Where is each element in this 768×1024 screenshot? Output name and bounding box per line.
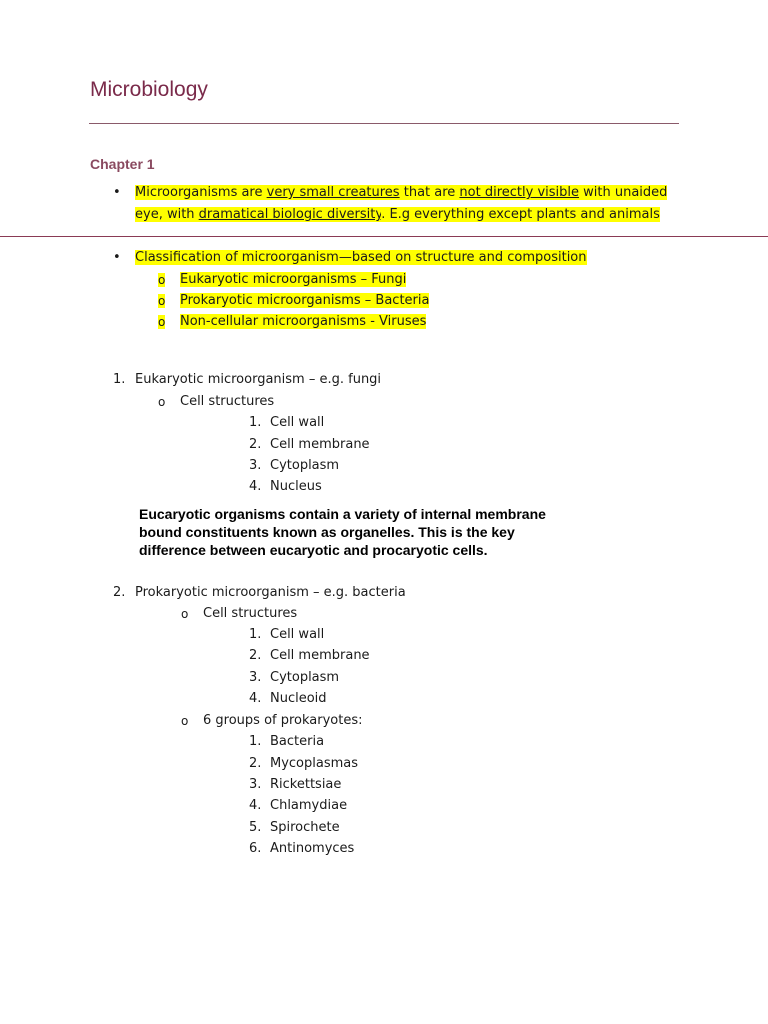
- sub-bullet-marker: o: [181, 714, 189, 728]
- text-run: eye, with: [135, 207, 199, 222]
- list-item: Chlamydiae: [270, 798, 348, 813]
- text-run: . E.g everything except plants and animals: [381, 207, 660, 222]
- classification-item: [180, 292, 429, 310]
- underlined-term: not directly visible: [459, 185, 579, 200]
- text-run: o: [158, 315, 166, 329]
- list-item: Nucleus: [270, 479, 322, 494]
- section-number: 1.: [113, 372, 126, 387]
- sub-bullet-marker: o: [158, 395, 166, 409]
- list-number: 1.: [249, 627, 262, 642]
- list-number: 2.: [249, 437, 262, 452]
- list-item: Rickettsiae: [270, 777, 342, 792]
- list-item: Cell wall: [270, 415, 325, 430]
- list-number: 4.: [249, 479, 262, 494]
- list-item: Cytoplasm: [270, 670, 340, 685]
- callout-line: bound constituents known as organelles. This is the key: [139, 524, 515, 540]
- text-run: Eukaryotic microorganisms – Fungi: [180, 272, 407, 287]
- text-run: Non-cellular microorganisms - Viruses: [180, 314, 427, 329]
- list-item: Spirochete: [270, 820, 340, 835]
- text-run: with unaided: [579, 185, 668, 200]
- sub-bullet-marker: [158, 292, 165, 310]
- sub-bullet-marker: [158, 271, 165, 289]
- callout-line: Eucaryotic organisms contain a variety of internal membrane: [139, 506, 546, 522]
- list-item: Antinomyces: [270, 841, 355, 856]
- classification-item: [180, 271, 406, 289]
- text-run: o: [158, 294, 166, 308]
- list-number: 1.: [249, 734, 262, 749]
- section2-heading: Prokaryotic microorganism – e.g. bacteria: [135, 585, 406, 600]
- section1-heading: Eukaryotic microorganism – e.g. fungi: [135, 372, 382, 387]
- list-item: Cell membrane: [270, 648, 370, 663]
- text-run: Prokaryotic microorganisms – Bacteria: [180, 293, 430, 308]
- title-divider: [89, 123, 679, 124]
- bullet-marker: •: [113, 250, 121, 265]
- list-item: Nucleoid: [270, 691, 327, 706]
- text-run: that are: [399, 185, 460, 200]
- classification-item: [180, 313, 426, 331]
- underlined-term: dramatical biologic diversity: [198, 207, 382, 222]
- text-run: Microorganisms are: [135, 185, 267, 200]
- page-divider: [0, 236, 768, 237]
- list-number: 2.: [249, 648, 262, 663]
- sub-bullet-marker: [158, 313, 165, 331]
- list-number: 5.: [249, 820, 262, 835]
- list-number: 3.: [249, 670, 262, 685]
- sub-bullet-marker: o: [181, 607, 189, 621]
- list-number: 4.: [249, 798, 262, 813]
- section2-sub1: Cell structures: [203, 606, 298, 621]
- list-number: 6.: [249, 841, 262, 856]
- page-title: Microbiology: [90, 78, 208, 101]
- bullet1-line1: [135, 184, 667, 202]
- underlined-term: very small creatures: [266, 185, 400, 200]
- callout-line: difference between eucaryotic and procaryotic cells.: [139, 542, 488, 558]
- list-item: Mycoplasmas: [270, 756, 359, 771]
- list-item: Cell wall: [270, 627, 325, 642]
- chapter-heading: Chapter 1: [90, 156, 155, 172]
- bullet-marker: •: [113, 185, 121, 200]
- list-number: 4.: [249, 691, 262, 706]
- list-number: 1.: [249, 415, 262, 430]
- bullet1-line2: [135, 206, 660, 224]
- list-number: 2.: [249, 756, 262, 771]
- text-run: o: [158, 273, 166, 287]
- list-item: Cytoplasm: [270, 458, 340, 473]
- list-item: Bacteria: [270, 734, 325, 749]
- list-item: Cell membrane: [270, 437, 370, 452]
- organelle-callout: [139, 505, 546, 559]
- section-number: 2.: [113, 585, 126, 600]
- list-number: 3.: [249, 458, 262, 473]
- section2-sub2: 6 groups of prokaryotes:: [203, 713, 363, 728]
- text-run: Classification of microorganism—based on structure and composition: [135, 250, 587, 265]
- list-number: 3.: [249, 777, 262, 792]
- bullet2-text: [135, 249, 587, 267]
- section1-sub: Cell structures: [180, 394, 275, 409]
